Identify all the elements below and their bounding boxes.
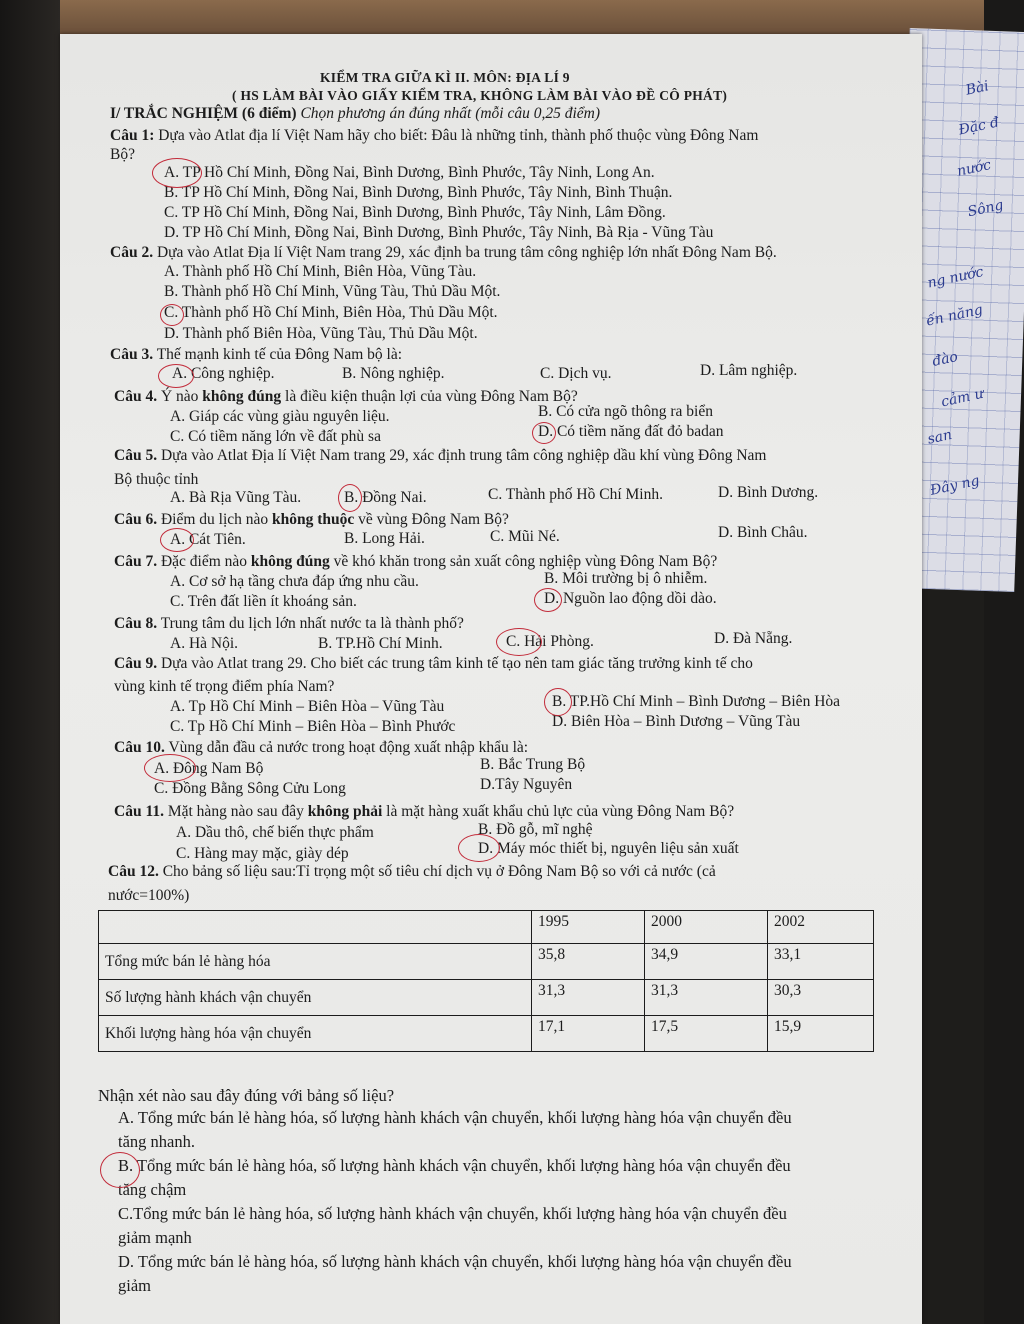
question-text: Mặt hàng nào sau đây	[167, 803, 304, 820]
table-cell: 31,3	[645, 980, 768, 1016]
option-b: B. Môi trường bị ô nhiễm.	[544, 570, 708, 587]
handwriting: Đặc đ	[957, 114, 1001, 139]
option-d-cont: giảm	[118, 1276, 151, 1295]
table-cell: 15,9	[768, 1016, 874, 1052]
option-a: A. Công nghiệp.	[172, 365, 275, 382]
question-9	[114, 654, 753, 673]
handwriting: Sông	[966, 197, 1005, 221]
option-c: C. Hàng may mặc, giày dép	[176, 845, 349, 862]
section-instruction: Chọn phương án đúng nhất (mỗi câu 0,25 điểm)	[300, 105, 601, 122]
option-d: D. Đà Nẵng.	[714, 630, 793, 647]
option-c-cont: giảm mạnh	[118, 1228, 192, 1247]
question-text: nước=100%)	[108, 887, 190, 904]
exam-instruction: ( HS LÀM BÀI VÀO GIẤY KIỂM TRA, KHÔNG LÀM BÀI VÀO ĐỀ CÔ PHÁT)	[232, 88, 728, 103]
question-text: về khó khăn trong sản xuất công nghiệp vùng Đông Nam Bộ?	[333, 553, 718, 570]
handwriting: nước	[955, 156, 993, 180]
option-a: A. Dầu thô, chế biến thực phẩm	[176, 824, 374, 841]
handwriting: Đây ng	[928, 472, 981, 499]
question-number: Câu 9.	[114, 655, 158, 672]
table-row	[99, 944, 874, 980]
option-d: D. Máy móc thiết bị, nguyên liệu sản xuất	[478, 840, 739, 857]
answer-circle-mark	[160, 528, 194, 552]
table-row	[99, 980, 874, 1016]
year-header: 1995	[532, 911, 645, 944]
year-header: 2000	[645, 911, 768, 944]
handwriting: đào	[930, 348, 960, 370]
row-label: Số lượng hành khách vận chuyển	[99, 980, 532, 1016]
question-prompt: Nhận xét nào sau đây đúng với bảng số liệu?	[98, 1086, 395, 1105]
exam-title: KIỂM TRA GIỮA KÌ II. MÔN: ĐỊA LÍ 9	[320, 70, 570, 85]
table-cell: 30,3	[768, 980, 874, 1016]
question-text: Ý nào	[160, 388, 199, 405]
option-a: A. Đông Nam Bộ	[154, 760, 264, 777]
question-12	[108, 862, 716, 881]
question-text: Bộ?	[110, 146, 135, 163]
question-text: Trung tâm du lịch lớn nhất nước ta là thành phố?	[160, 615, 464, 632]
option-c: C. Hải Phòng.	[506, 633, 594, 650]
option-d: D.Tây Nguyên	[480, 776, 573, 793]
answer-circle-mark	[158, 364, 194, 388]
question-11	[114, 802, 734, 821]
option-b: B. Có cửa ngõ thông ra biển	[538, 403, 713, 420]
question-text: là điều kiện thuận lợi của vùng Đông Nam Bộ?	[285, 388, 578, 405]
handwriting: cảm ư	[939, 385, 986, 411]
table-header-row	[99, 911, 874, 944]
option-a: A. TP Hồ Chí Minh, Đồng Nai, Bình Dương, Bình Phước, Tây Ninh, Long An.	[164, 164, 655, 181]
option-d: D. Nguồn lao động dồi dào.	[544, 590, 717, 607]
option-c: C. Đồng Bằng Sông Cửu Long	[154, 780, 346, 797]
answer-circle-mark	[544, 688, 572, 716]
answer-circle-mark	[152, 158, 202, 188]
option-d: D. Thành phố Biên Hòa, Vũng Tàu, Thủ Dầu Một.	[164, 325, 478, 342]
option-d: D. Tổng mức bán lẻ hàng hóa, số lượng hành khách vận chuyển, khối lượng hàng hóa vận chuyển đều	[118, 1252, 792, 1271]
option-d: D. Bình Dương.	[718, 484, 819, 501]
year-header: 2002	[768, 911, 874, 944]
question-text: Dựa vào Atlat Địa lí Việt Nam trang 29, xác định ba trung tâm công nghiệp lớn nhất Đông Nam Bộ.	[156, 244, 777, 261]
question-1	[110, 126, 758, 145]
question-number: Câu 11.	[114, 803, 164, 820]
question-text: về vùng Đông Nam Bộ?	[358, 511, 509, 528]
option-b: B. Nông nghiệp.	[342, 365, 445, 382]
option-d: D. Bình Châu.	[718, 524, 808, 541]
option-b: B. Đồng Nai.	[344, 489, 427, 506]
question-number: Câu 12.	[108, 863, 159, 880]
question-text: Dựa vào Atlat Địa lí Việt Nam trang 29, xác định trung tâm công nghiệp dầu khí vùng Đông Nam	[160, 447, 767, 464]
exam-paper	[60, 34, 922, 1324]
table-cell: 17,5	[645, 1016, 768, 1052]
answer-circle-mark	[534, 588, 562, 612]
row-label: Tổng mức bán lẻ hàng hóa	[99, 944, 532, 980]
option-b: B. Bắc Trung Bộ	[480, 756, 586, 773]
question-number: Câu 3.	[110, 346, 154, 363]
section-title: I/ TRẮC NGHIỆM (6 điểm)	[110, 105, 297, 122]
option-a: A. Thành phố Hồ Chí Minh, Biên Hòa, Vũng Tàu.	[164, 263, 477, 280]
option-c: C. Có tiềm năng lớn về đất phù sa	[170, 428, 381, 445]
answer-circle-mark	[532, 422, 556, 444]
option-b: B. TP.Hồ Chí Minh.	[318, 635, 443, 652]
answer-circle-mark	[144, 754, 196, 782]
answer-circle-mark	[338, 484, 362, 512]
answer-circle-mark	[458, 834, 500, 862]
option-b: B. Đồ gỗ, mĩ nghệ	[478, 821, 593, 838]
question-number: Câu 10.	[114, 739, 165, 756]
question-text: vùng kinh tế trọng điểm phía Nam?	[114, 678, 335, 695]
option-a: A. Bà Rịa Vũng Tàu.	[170, 489, 302, 506]
question-text: Dựa vào Atlat trang 29. Cho biết các trung tâm kinh tế tạo nên tam giác tăng trưởng kinh tế cho	[160, 655, 753, 672]
option-c: C. Thành phố Hồ Chí Minh, Biên Hòa, Thủ Dầu Một.	[164, 304, 498, 321]
question-emphasis: không phải	[307, 803, 383, 820]
option-b: B. Thành phố Hồ Chí Minh, Vũng Tàu, Thủ Dầu Một.	[164, 283, 501, 300]
option-b: B. Tổng mức bán lẻ hàng hóa, số lượng hành khách vận chuyển, khối lượng hàng hóa vận chuyển đều	[118, 1156, 791, 1175]
option-a-cont: tăng nhanh.	[118, 1132, 195, 1151]
option-c: C.Tổng mức bán lẻ hàng hóa, số lượng hành khách vận chuyển, khối lượng hàng hóa vận chuyển đều	[118, 1204, 787, 1223]
handwriting: ng nước	[926, 264, 985, 292]
option-c: C. TP Hồ Chí Minh, Đồng Nai, Bình Dương, Bình Phước, Tây Ninh, Lâm Đồng.	[164, 204, 666, 221]
option-c: C. Dịch vụ.	[540, 365, 612, 382]
table-cell: 35,8	[532, 944, 645, 980]
handwriting: ến năng	[924, 301, 985, 330]
option-b: B. TP.Hồ Chí Minh – Bình Dương – Biên Hòa	[552, 693, 841, 710]
option-a: A. Cơ sở hạ tầng chưa đáp ứng nhu cầu.	[170, 573, 419, 590]
question-text: Đặc điểm nào	[160, 553, 248, 570]
answer-circle-mark	[160, 304, 184, 326]
table-cell: 17,1	[532, 1016, 645, 1052]
question-4	[114, 387, 578, 406]
option-c: C. Trên đất liền ít khoáng sản.	[170, 593, 357, 610]
row-label: Khối lượng hàng hóa vận chuyển	[99, 1016, 532, 1052]
question-text: Bộ thuộc tỉnh	[114, 471, 199, 488]
question-7	[114, 552, 717, 571]
question-2	[110, 243, 777, 262]
option-d: D. Lâm nghiệp.	[700, 362, 798, 379]
option-d: D. TP Hồ Chí Minh, Đồng Nai, Bình Dương, Bình Phước, Tây Ninh, Bà Rịa - Vũng Tàu	[164, 224, 714, 241]
option-b-cont: tăng chậm	[118, 1180, 187, 1199]
option-a: A. Giáp các vùng giàu nguyên liệu.	[170, 408, 390, 425]
table-cell: 31,3	[532, 980, 645, 1016]
option-d: D. Có tiềm năng đất đỏ badan	[538, 423, 724, 440]
option-c: C. Mũi Né.	[490, 528, 560, 545]
option-c: C. Thành phố Hồ Chí Minh.	[488, 486, 663, 503]
question-text: Thế mạnh kinh tế của Đông Nam bộ là:	[156, 346, 403, 363]
desk-left-shadow	[0, 0, 60, 1324]
question-number: Câu 2.	[110, 244, 154, 261]
question-emphasis: không đúng	[202, 388, 282, 405]
question-number: Câu 4.	[114, 388, 158, 405]
option-b: B. TP Hồ Chí Minh, Đồng Nai, Bình Dương, Bình Phước, Tây Ninh, Bình Thuận.	[164, 184, 673, 201]
question-number: Câu 8.	[114, 615, 158, 632]
table-cell: 33,1	[768, 944, 874, 980]
question-text: Dựa vào Atlat địa lí Việt Nam hãy cho biết: Đâu là những tỉnh, thành phố thuộc vùng Đông Nam	[158, 127, 759, 144]
table-corner-cell	[99, 911, 532, 944]
table-row	[99, 1016, 874, 1052]
option-a: A. Cát Tiên.	[170, 531, 246, 548]
data-table	[98, 910, 874, 1052]
question-3	[110, 345, 402, 364]
section-heading	[110, 104, 600, 123]
option-c: C. Tp Hồ Chí Minh – Biên Hòa – Bình Phước	[170, 718, 456, 735]
handwriting: san	[926, 426, 954, 448]
option-b: B. Long Hải.	[344, 530, 425, 547]
question-8	[114, 614, 464, 633]
question-number: Câu 1:	[110, 127, 155, 144]
question-text: Điểm du lịch nào	[160, 511, 269, 528]
question-emphasis: không đúng	[250, 553, 330, 570]
question-number: Câu 5.	[114, 447, 158, 464]
question-emphasis: không thuộc	[272, 511, 355, 528]
option-d: D. Biên Hòa – Bình Dương – Vũng Tàu	[552, 713, 801, 730]
answer-circle-mark	[496, 628, 542, 656]
question-number: Câu 6.	[114, 511, 158, 528]
question-text: Cho bảng số liệu sau:Tỉ trọng một số tiêu chí dịch vụ ở Đông Nam Bộ so với cả nước (cả	[162, 863, 716, 880]
question-5	[114, 446, 767, 465]
question-text: là mặt hàng xuất khẩu chủ lực của vùng Đông Nam Bộ?	[386, 803, 735, 820]
handwriting: Bài	[964, 78, 991, 99]
question-6	[114, 510, 509, 529]
option-a: A. Tp Hồ Chí Minh – Biên Hòa – Vũng Tàu	[170, 698, 445, 715]
question-text: Vùng dẫn đầu cả nước trong hoạt động xuất nhập khẩu là:	[168, 739, 529, 756]
answer-circle-mark	[100, 1152, 140, 1188]
option-a: A. Hà Nội.	[170, 635, 239, 652]
table-cell: 34,9	[645, 944, 768, 980]
option-a: A. Tổng mức bán lẻ hàng hóa, số lượng hành khách vận chuyển, khối lượng hàng hóa vận chuyển đều	[118, 1108, 792, 1127]
question-number: Câu 7.	[114, 553, 158, 570]
